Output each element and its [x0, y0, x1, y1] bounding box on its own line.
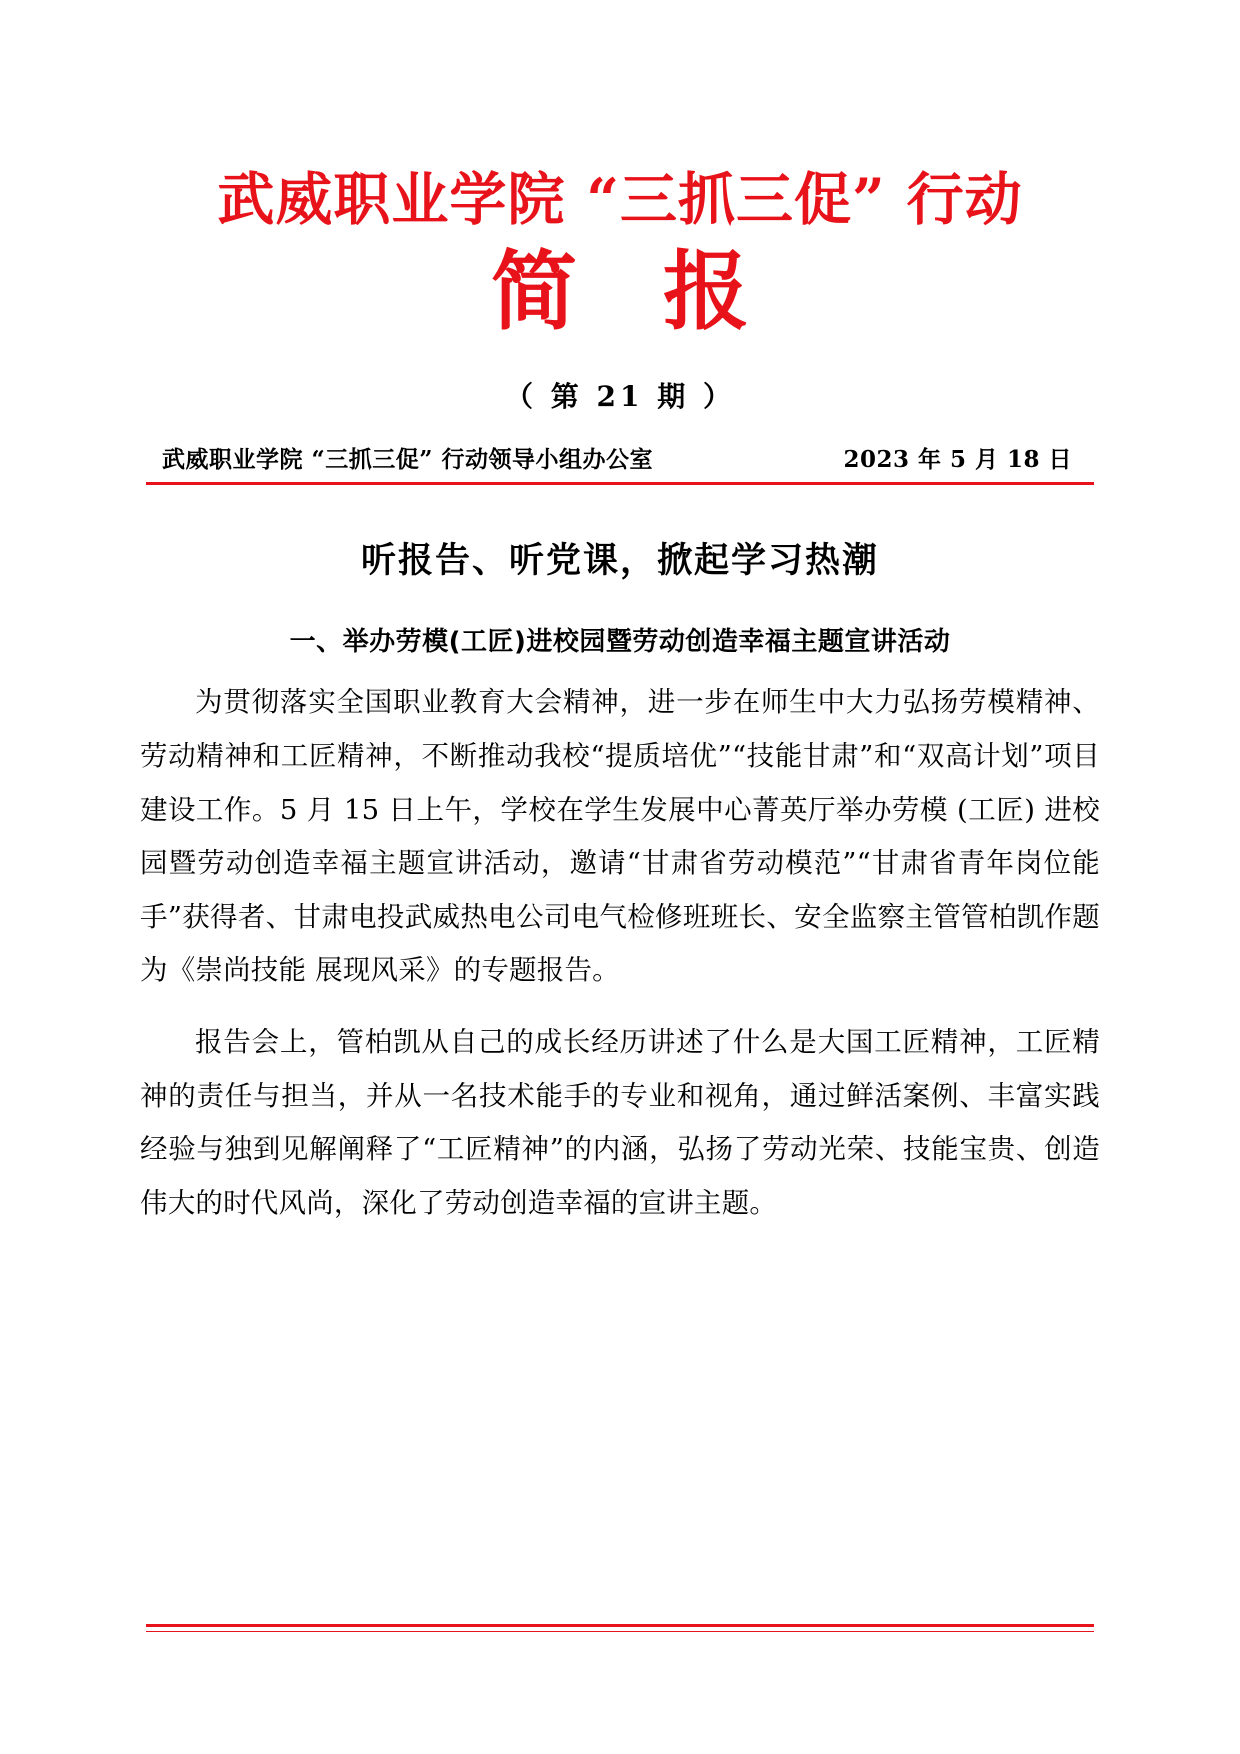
footer-rule-thick — [146, 1624, 1094, 1627]
masthead-divider — [146, 482, 1094, 485]
issue-number: （ 第 21 期 ） — [505, 380, 735, 414]
masthead-title-line1: 武威职业学院 “三抓三促” 行动 — [217, 166, 1023, 233]
issuing-office: 武威职业学院 “三抓三促” 行动领导小组办公室 — [162, 446, 653, 474]
issue-date: 2023 年 5 月 18 日 — [843, 446, 1072, 474]
article-title: 听报告、听党课，掀起学习热潮 — [360, 540, 879, 582]
masthead-title-line2: 简 报 — [491, 240, 777, 342]
footer-rule-thin — [146, 1631, 1094, 1632]
masthead-byline — [140, 441, 1100, 482]
paragraph-1: 为贯彻落实全国职业教育大会精神，进一步在师生中大力弘扬劳模精神、劳动精神和工匠精神，不断推动我校“提质培优”“技能甘肃”和“双高计划”项目建设工作。5 月 15 日上午，学校在学生发展中心菁英厅举办劳模 (工匠) 进校园暨劳动创造幸福主题宣讲活动，邀请“甘肃省劳动模范”“甘肃省青年岗位能手”获得者、甘肃电投武威热电公司电气检修班班长、安全监察主管管柏凯作题为《崇尚技能 展现风采》的专题报告。 — [140, 686, 1100, 987]
footer-divider — [146, 1624, 1094, 1632]
paragraph-2: 报告会上，管柏凯从自己的成长经历讲述了什么是大国工匠精神，工匠精神的责任与担当，并从一名技术能手的专业和视角，通过鲜活案例、丰富实践经验与独到见解阐释了“工匠精神”的内涵，弘扬了劳动光荣、技能宝贵、创造伟大的时代风尚，深化了劳动创造幸福的宣讲主题。 — [140, 1026, 1100, 1219]
masthead — [140, 0, 1100, 345]
section-heading-1: 一、举办劳模(工匠)进校园暨劳动创造幸福主题宣讲活动 — [289, 627, 951, 658]
